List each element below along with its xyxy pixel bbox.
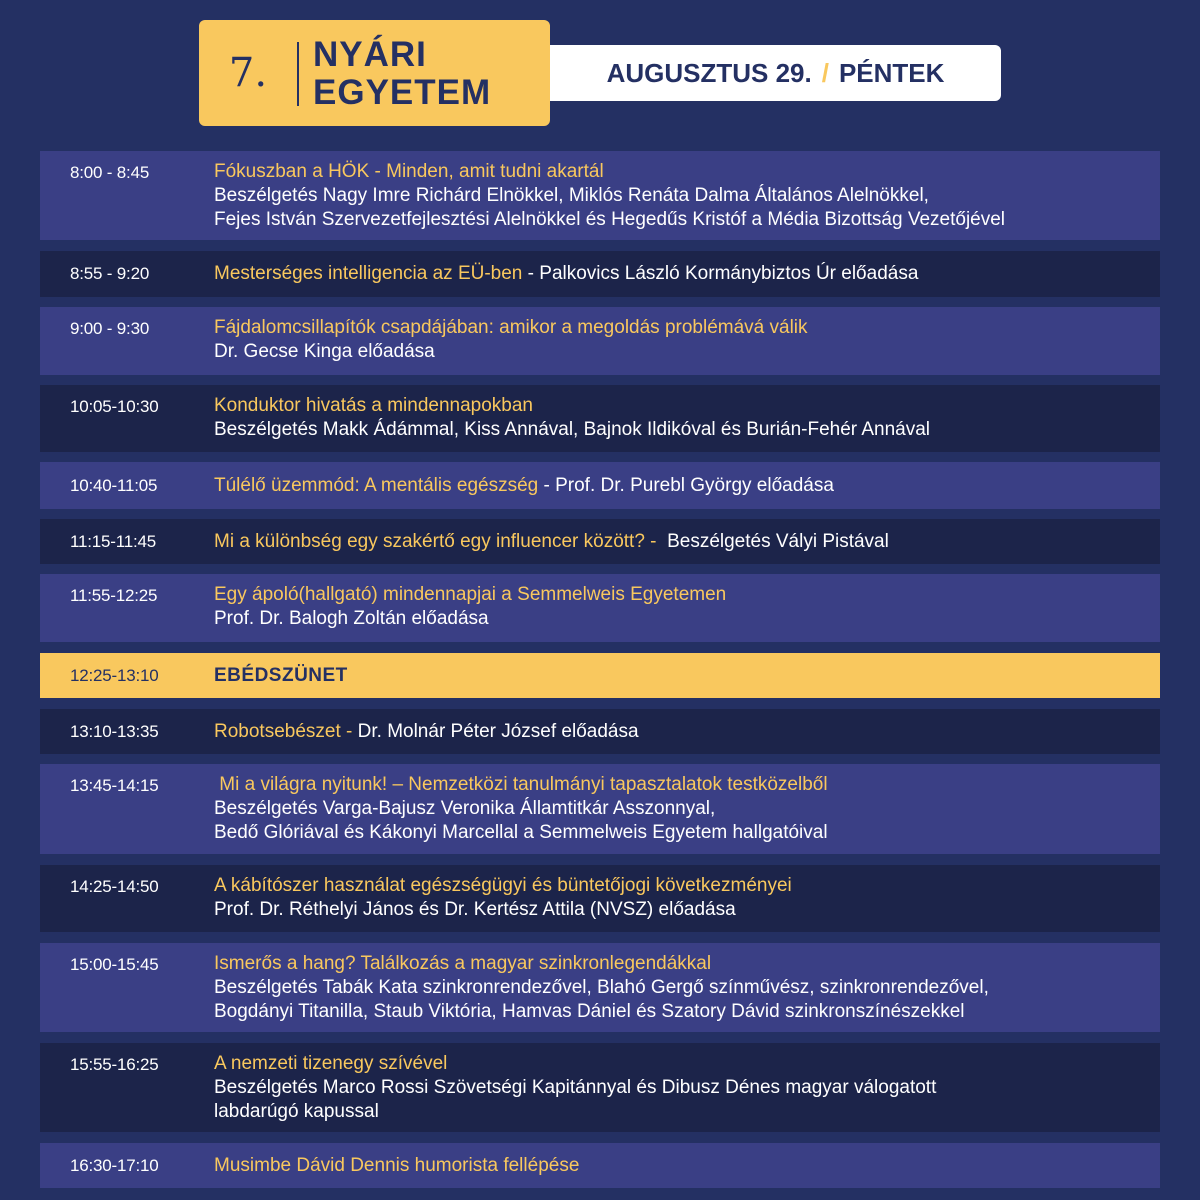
event-title: [313, 36, 491, 112]
session-content: [214, 773, 1150, 845]
session-title: Konduktor hivatás a mindennapokban: [214, 395, 534, 416]
schedule-row: [40, 865, 1160, 932]
date-separator: /: [821, 57, 829, 88]
session-content: [214, 160, 1150, 232]
session-description: Beszélgetés Varga-Bajusz Veronika Államtitkár Asszonnyal,: [214, 798, 716, 819]
date-label: [550, 45, 1001, 101]
session-content: [214, 653, 1150, 698]
session-description: Beszélgetés Tabák Kata szinkronrendezővel, Blahó Gergő színművész, szinkronrendezővel,: [214, 977, 989, 998]
session-content: [214, 316, 1150, 364]
lunch-break-row: [40, 653, 1160, 698]
session-title: Fókuszban a HÖK - Minden, amit tudni akartál: [214, 161, 604, 182]
schedule-row: [40, 251, 1160, 297]
session-time: 12:25-13:10: [70, 665, 159, 685]
event-title-line2: EGYETEM: [313, 73, 492, 112]
date-text: AUGUSZTUS 29.: [606, 57, 812, 88]
session-description: Beszélgetés Marco Rossi Szövetségi Kapitánnyal és Dibusz Dénes magyar válogatott: [214, 1077, 937, 1098]
session-speaker: Beszélgetés Vályi Pistával: [656, 530, 889, 552]
session-time: 9:00 - 9:30: [70, 319, 150, 338]
session-content: [214, 251, 1150, 297]
session-description: Bedő Glóriával és Kákonyi Marcellal a Semmelweis Egyetem hallgatóival: [214, 822, 828, 843]
session-content: [214, 709, 1150, 754]
lunch-break-title: EBÉDSZÜNET: [214, 664, 348, 686]
session-time: 15:00-15:45: [70, 955, 159, 974]
session-title: Mi a különbség egy szakértő egy influencer között? -: [214, 530, 657, 552]
schedule-row: [40, 462, 1160, 509]
session-time: 11:55-12:25: [70, 586, 158, 605]
session-description: labdarúgó kapussal: [214, 1101, 379, 1122]
session-description: Dr. Gecse Kinga előadása: [214, 341, 435, 362]
session-content: [214, 874, 1150, 922]
schedule-row: [40, 385, 1160, 452]
session-time: 8:00 - 8:45: [70, 163, 150, 182]
session-title: Ismerős a hang? Találkozás a magyar szinkronlegendákkal: [214, 953, 712, 974]
session-speaker: Dr. Molnár Péter József előadása: [352, 720, 639, 742]
session-time: 11:15-11:45: [70, 531, 157, 551]
weekday-text: PÉNTEK: [838, 57, 945, 88]
session-time: 10:40-11:05: [70, 475, 158, 495]
session-title: Fájdalomcsillapítók csapdájában: amikor a megoldás problémává válik: [214, 317, 808, 338]
session-time: 16:30-17:10: [70, 1155, 159, 1175]
session-title: Egy ápoló(hallgató) mindennapjai a Semmelweis Egyetemen: [214, 584, 727, 605]
session-title: Mi a világra nyitunk! – Nemzetközi tanulmányi tapasztalatok testközelből: [214, 774, 828, 795]
edition-number: 7.: [228, 50, 268, 96]
event-title-line1: NYÁRI: [313, 35, 427, 74]
schedule-row: [40, 307, 1160, 375]
schedule-row: [40, 574, 1160, 642]
session-description: Beszélgetés Nagy Imre Richárd Elnökkel, Miklós Renáta Dalma Általános Alelnökkel,: [214, 185, 929, 206]
session-content: [214, 583, 1150, 631]
session-description: Prof. Dr. Réthelyi János és Dr. Kertész Attila (NVSZ) előadása: [214, 899, 736, 920]
schedule-row: [40, 519, 1160, 564]
event-badge: [199, 20, 550, 126]
schedule-row: [40, 943, 1160, 1032]
schedule-row: [40, 764, 1160, 854]
session-title: Musimbe Dávid Dennis humorista fellépése: [214, 1154, 580, 1176]
session-time: 10:05-10:30: [70, 397, 159, 416]
session-time: 8:55 - 9:20: [70, 264, 150, 283]
session-content: [214, 462, 1150, 509]
session-content: [214, 519, 1150, 564]
session-title: Robotsebészet -: [214, 720, 353, 742]
session-time: 13:45-14:15: [70, 776, 159, 795]
session-description: Fejes István Szervezetfejlesztési Alelnökkel és Hegedűs Kristóf a Média Bizottság Vezetőjével: [214, 209, 1006, 230]
session-time: 15:55-16:25: [70, 1055, 159, 1074]
session-time: 13:10-13:35: [70, 721, 159, 741]
schedule-row: [40, 1043, 1160, 1132]
schedule-row: [40, 151, 1160, 240]
session-time: 14:25-14:50: [70, 877, 159, 896]
session-content: [214, 394, 1150, 442]
schedule-row: [40, 1143, 1160, 1188]
session-content: [214, 1143, 1150, 1188]
session-description: Bogdányi Titanilla, Staub Viktória, Hamvas Dániel és Szatory Dávid szinkronszínészekkel: [214, 1001, 965, 1022]
session-content: [214, 1052, 1150, 1124]
session-description: Prof. Dr. Balogh Zoltán előadása: [214, 608, 489, 629]
session-description: Beszélgetés Makk Ádámmal, Kiss Annával, Bajnok Ildikóval és Burián-Fehér Annával: [214, 419, 931, 440]
badge-divider: [297, 42, 299, 106]
session-title: A kábítószer használat egészségügyi és büntetőjogi következményei: [214, 875, 792, 896]
schedule-row: [40, 709, 1160, 754]
session-content: [214, 952, 1150, 1024]
session-title: Mesterséges intelligencia az EÜ-ben: [214, 263, 523, 284]
session-speaker: - Prof. Dr. Purebl György előadása: [538, 474, 834, 496]
session-title: Túlélő üzemmód: A mentális egészség: [214, 474, 539, 496]
session-speaker: - Palkovics László Kormánybiztos Úr előadása: [522, 263, 919, 284]
session-title: A nemzeti tizenegy szívével: [214, 1053, 448, 1074]
